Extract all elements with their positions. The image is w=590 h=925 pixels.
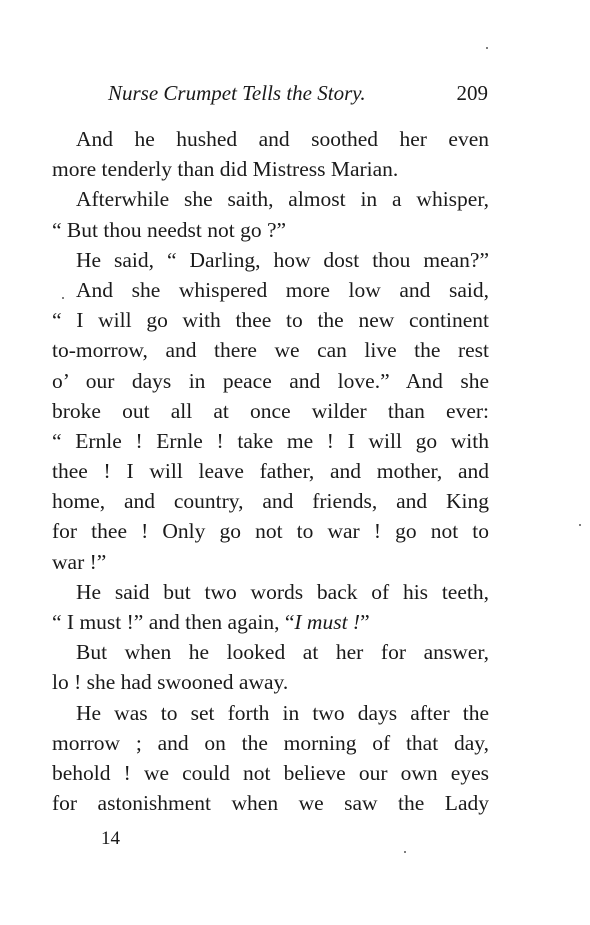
- print-speck: [579, 524, 581, 526]
- text-line: But when he looked at her for answer,: [76, 640, 489, 665]
- text-line: thee ! I will leave father, and mother, and: [52, 459, 489, 484]
- text-line: He said but two words back of his teeth,: [76, 579, 489, 604]
- running-title: Nurse Crumpet Tells the Story.: [108, 81, 366, 105]
- text-line: for thee ! Only go not to war ! go not to: [52, 519, 489, 544]
- text-line: morrow ; and on the morning of that day,: [52, 730, 489, 755]
- page-number: 209: [456, 81, 488, 105]
- body-text: [52, 124, 489, 818]
- text-line: He said, “ Darling, how dost thou mean?”: [76, 247, 489, 272]
- text-line: “ Ernle ! Ernle ! take me ! I will go with: [52, 428, 489, 453]
- text-line: for astonishment when we saw the Lady: [52, 791, 489, 816]
- print-speck: [404, 851, 406, 853]
- text-line: Afterwhile she saith, almost in a whisper,: [76, 187, 489, 212]
- print-speck: [486, 47, 488, 49]
- text-line: He was to set forth in two days after the: [76, 700, 489, 725]
- text-line: lo ! she had swooned away.: [52, 670, 289, 695]
- text-line: “ I will go with thee to the new continent: [52, 308, 489, 333]
- text-line: And she whispered more low and said,: [76, 277, 489, 302]
- text-line: behold ! we could not believe our own eyes: [52, 760, 489, 785]
- text-line: And he hushed and soothed her even: [76, 127, 489, 151]
- text-line: “ But thou needst not go ?”: [52, 217, 287, 242]
- text-line-with-emphasis: [52, 607, 489, 637]
- text-line: to-morrow, and there we can live the rest: [52, 338, 489, 363]
- text-line: o’ our days in peace and love.” And she: [52, 368, 489, 393]
- text-line: more tenderly than did Mistress Marian.: [52, 157, 399, 182]
- text-line: home, and country, and friends, and King: [52, 489, 489, 514]
- signature-mark: 14: [101, 828, 120, 849]
- text-line-start: “ I must !” and then again, “: [52, 610, 295, 634]
- running-header: [108, 80, 488, 106]
- closing-quote: ”: [360, 610, 370, 634]
- print-speck: [62, 297, 64, 299]
- text-line: war !”: [52, 549, 107, 574]
- text-line: broke out all at once wilder than ever:: [52, 398, 489, 423]
- emphasis-text: I must !: [294, 610, 361, 634]
